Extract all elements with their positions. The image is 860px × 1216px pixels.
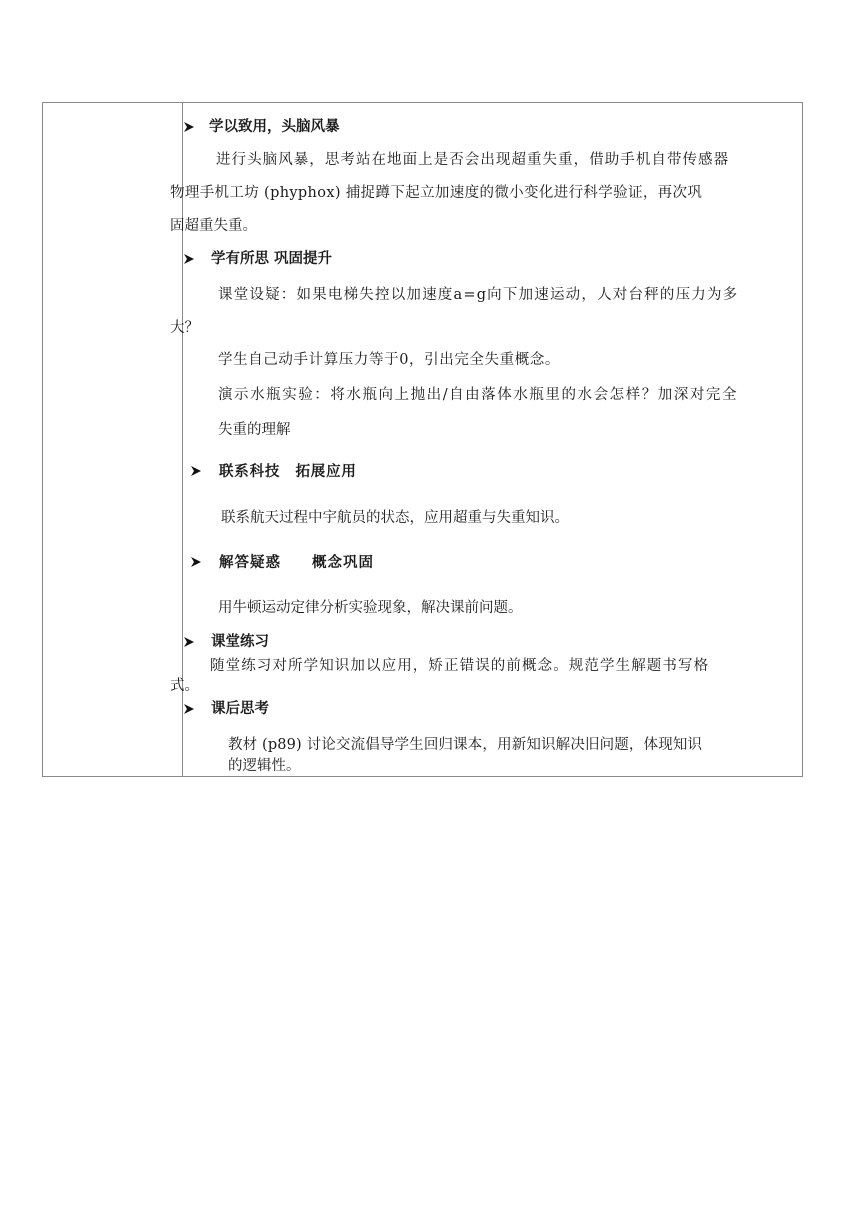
body-text-line: 失重的理解 bbox=[218, 422, 291, 438]
body-text-line: 式。 bbox=[170, 678, 199, 694]
arrow-bullet-icon bbox=[190, 556, 202, 568]
body-text-line: 随堂练习对所学知识加以应用，矫正错误的前概念。规范学生解题书写格 bbox=[210, 658, 710, 674]
body-text-line: 教材 (p89) 讨论交流倡导学生回归课本，用新知识解决旧问题，体现知识 bbox=[228, 737, 703, 753]
body-text-line: 大？ bbox=[170, 320, 199, 336]
body-text-line: 固超重失重。 bbox=[170, 218, 257, 234]
section-heading: 课后思考 bbox=[211, 701, 269, 717]
arrow-bullet-icon bbox=[183, 703, 195, 715]
body-text-line: 学生自己动手计算压力等于0，引出完全失重概念。 bbox=[218, 352, 561, 368]
body-text-line: 联系航天过程中宇航员的状态，应用超重与失重知识。 bbox=[221, 510, 569, 526]
body-text-line: 演示水瓶实验：将水瓶向上抛出/自由落体水瓶里的水会怎样？加深对完全 bbox=[218, 387, 739, 403]
arrow-bullet-icon bbox=[190, 465, 202, 477]
section-heading: 学有所思 巩固提升 bbox=[211, 251, 333, 267]
arrow-bullet-icon bbox=[183, 253, 195, 265]
section-heading: 解答疑惑 概念巩固 bbox=[219, 555, 374, 571]
body-text-line: 物理手机工坊 (phyphox) 捕捉蹲下起立加速度的微小变化进行科学验证，再次巩 bbox=[170, 185, 703, 201]
section-heading: 联系科技 拓展应用 bbox=[219, 464, 357, 480]
section-heading: 课堂练习 bbox=[211, 634, 269, 650]
body-text-line: 进行头脑风暴，思考站在地面上是否会出现超重失重，借助手机自带传感器 bbox=[216, 152, 730, 168]
body-text-line: 课堂设疑：如果电梯失控以加速度a=g向下加速运动，人对台秤的压力为多 bbox=[218, 287, 739, 303]
body-text-line: 用牛顿运动定律分析实验现象，解决课前问题。 bbox=[218, 600, 523, 616]
section-heading: 学以致用，头脑风暴 bbox=[209, 119, 340, 135]
arrow-bullet-icon bbox=[183, 636, 195, 648]
body-text-line: 的逻辑性。 bbox=[228, 758, 301, 774]
arrow-bullet-icon bbox=[183, 121, 195, 133]
